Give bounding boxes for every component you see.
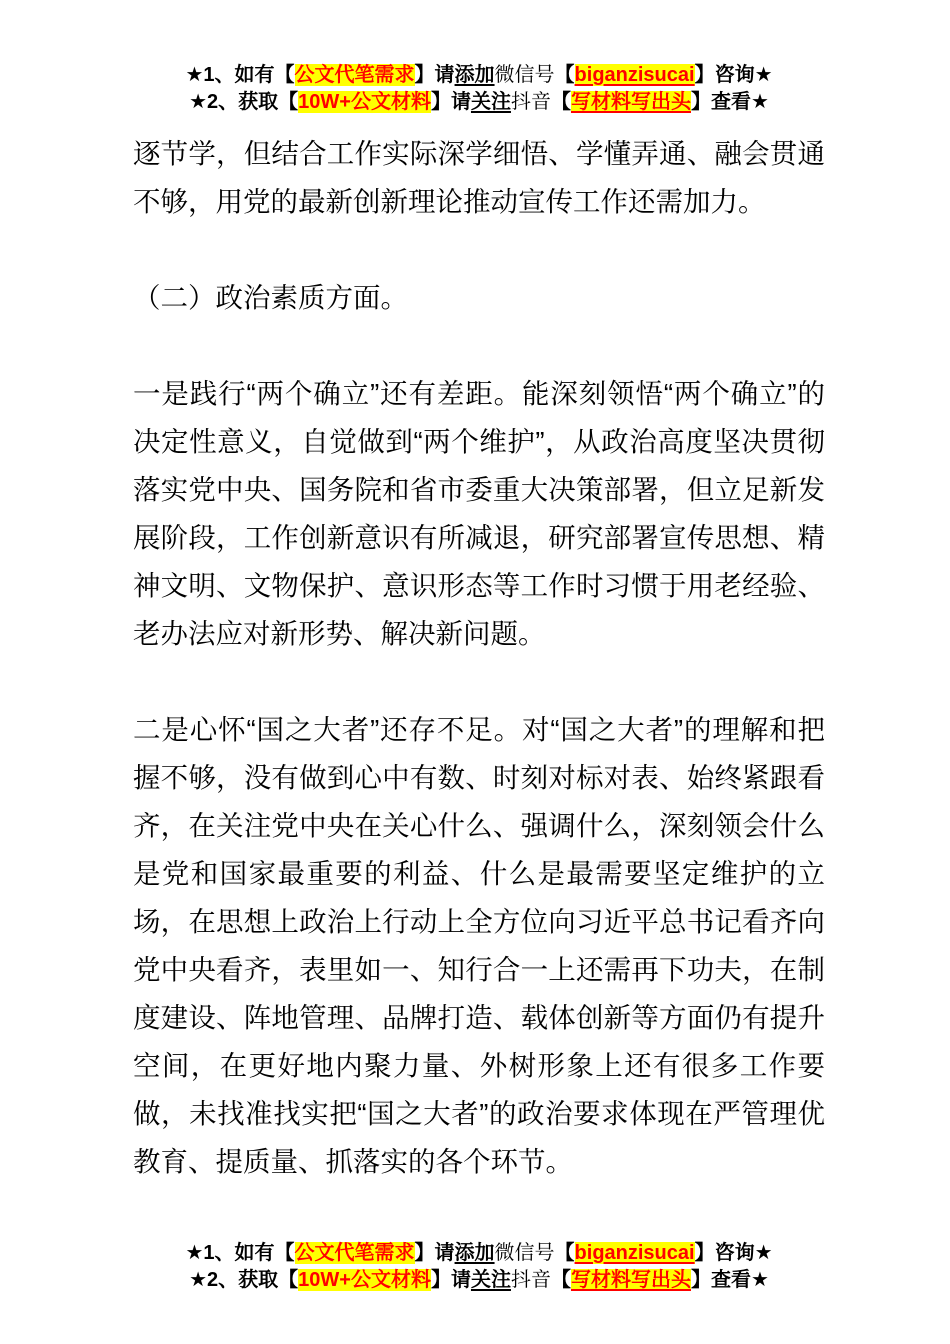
promo-header-line-2: ★2、获取【10W+公文材料】请关注抖音【写材料写出头】查看★	[189, 91, 769, 113]
body-paragraph-continuation: 逐节学，但结合工作实际深学细悟、学懂弄通、融会贯通不够，用党的最新创新理论推动宣传工作还需加力。	[133, 138, 825, 217]
section-heading: （二）政治素质方面。	[133, 282, 408, 313]
body-paragraph-point-two: 二是心怀“国之大者”还存不足。对“国之大者”的理解和把握不够，没有做到心中有数、时刻对标对表、始终紧跟看齐，在关注党中央在关心什么、强调什么，深刻领会什么是党和国家最重要的利益、什么是最需要坚定维护的立场，在思想上政治上行动上全方位向习近平总书记看齐向党中央看齐，表里如一、知行合一上还需再下功夫，在制度建设、阵地管理、品牌打造、载体创新等方面仍有提升空间，在更好地内聚力量、外树形象上还有很多工作要做，未找准找实把“国之大者”的政治要求体现在严管理优教育、提质量、抓落实的各个环节。	[133, 714, 825, 1177]
promo-footer-line-2: ★2、获取【10W+公文材料】请关注抖音【写材料写出头】查看★	[189, 1269, 769, 1291]
document-body	[133, 130, 825, 1186]
promo-footer-line-1: ★1、如有【公文代笔需求】请添加微信号【biganzisucai】咨询★	[185, 1242, 773, 1264]
promo-header	[133, 62, 825, 116]
promo-header-line-1: ★1、如有【公文代笔需求】请添加微信号【biganzisucai】咨询★	[185, 64, 773, 86]
body-paragraph-point-one: 一是践行“两个确立”还有差距。能深刻领悟“两个确立”的决定性意义，自觉做到“两个维护”，从政治高度坚决贯彻落实党中央、国务院和省市委重大决策部署，但立足新发展阶段，工作创新意识有所减退，研究部署宣传思想、精神文明、文物保护、意识形态等工作时习惯于用老经验、老办法应对新形势、解决新问题。	[133, 378, 825, 649]
promo-footer	[133, 1240, 825, 1294]
